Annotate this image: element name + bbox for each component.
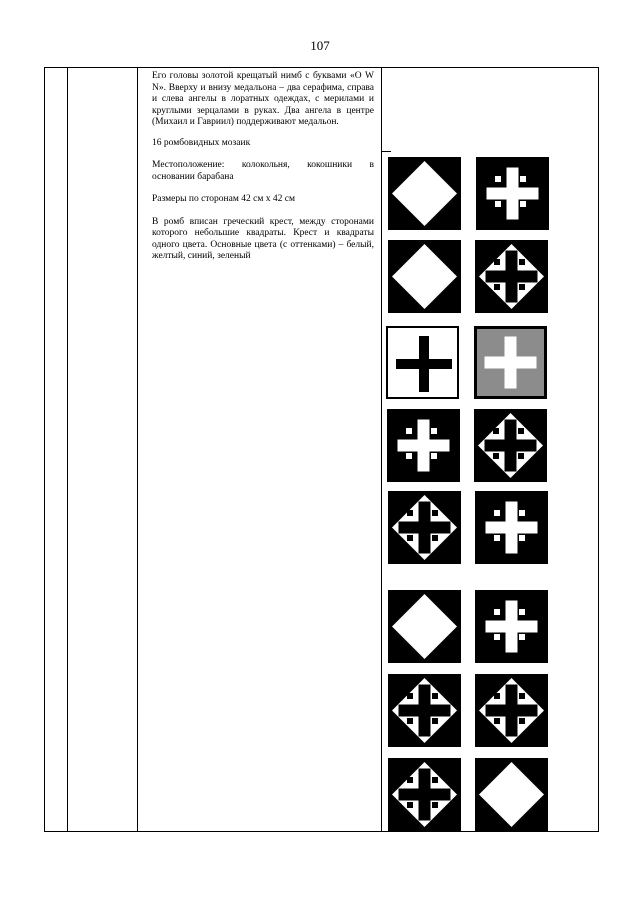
mosaic-photo xyxy=(386,326,459,399)
diamond-mosaic-icon xyxy=(475,491,548,564)
medallion-description: Его головы золотой крещатый нимб с буквами «О W N». Вверху и внизу медальона – два серафима, справа и слева ангелы в лоратных одеждах, с мерилами и круглыми зерцалами в руках. Два ангела в центре (Михаил и Гавриил) поддерживают медальон. xyxy=(152,71,374,127)
mosaic-photo xyxy=(388,590,461,663)
mosaic-photo xyxy=(387,409,460,482)
mosaic-photo xyxy=(388,674,461,747)
description-cell xyxy=(145,68,381,274)
mosaic-photo xyxy=(474,409,547,482)
diamond-mosaic-icon xyxy=(388,758,461,831)
diamond-mosaic-icon xyxy=(475,590,548,663)
mosaic-heading: 16 ромбовидных мозаик xyxy=(152,137,251,148)
column-divider xyxy=(67,68,68,831)
mosaic-photo xyxy=(388,157,461,230)
size-text: Размеры по сторонам 42 см х 42 см xyxy=(152,194,295,204)
column-divider xyxy=(137,68,138,831)
diamond-mosaic-icon xyxy=(475,758,548,831)
composition-text: В ромб вписан греческий крест, между сторонами которого небольшие квадраты. Крест и квадраты одного цвета. Основные цвета (с оттенками) – белый, желтый, синий, зеленый xyxy=(152,216,374,261)
diamond-mosaic-icon xyxy=(476,157,549,230)
diamond-mosaic-icon xyxy=(388,491,461,564)
diamond-mosaic-icon xyxy=(388,590,461,663)
mosaic-photo xyxy=(388,240,461,313)
diamond-mosaic-icon xyxy=(474,326,547,399)
mosaic-photo xyxy=(474,326,547,399)
diamond-mosaic-icon xyxy=(388,674,461,747)
diamond-mosaic-icon xyxy=(388,240,461,313)
diamond-mosaic-icon xyxy=(475,674,548,747)
diamond-mosaic-icon xyxy=(475,240,548,313)
mosaic-photo xyxy=(475,240,548,313)
mosaic-photo xyxy=(475,590,548,663)
diamond-mosaic-icon xyxy=(388,157,461,230)
mosaic-photo xyxy=(475,758,548,831)
mosaic-photo xyxy=(388,491,461,564)
diamond-mosaic-icon xyxy=(387,409,460,482)
mosaic-photo xyxy=(475,674,548,747)
diamond-mosaic-icon xyxy=(386,326,459,399)
row-divider xyxy=(381,151,391,152)
mosaic-photo xyxy=(476,157,549,230)
mosaic-photo xyxy=(388,758,461,831)
column-divider xyxy=(381,68,382,831)
diamond-mosaic-icon xyxy=(474,409,547,482)
mosaic-photo xyxy=(475,491,548,564)
page-number: 107 xyxy=(310,38,330,53)
location-text: Местоположение: колокольня, кокошники в основании барабана xyxy=(152,160,374,182)
